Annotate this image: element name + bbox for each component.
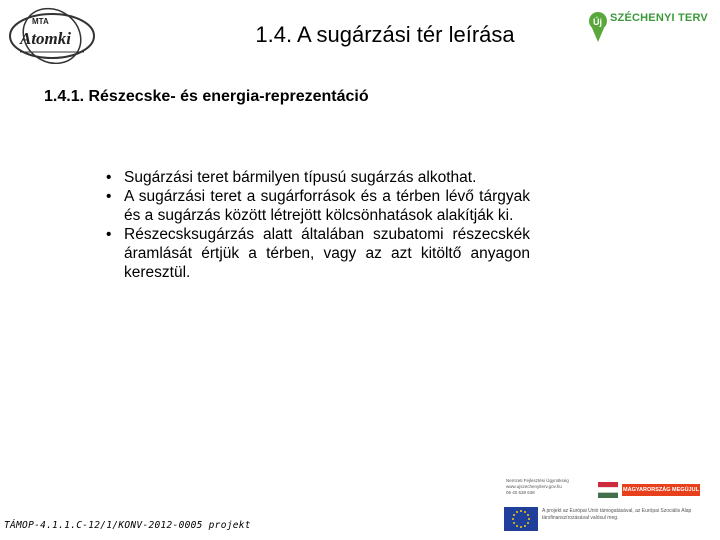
page-title: 1.4. A sugárzási tér leírása <box>255 22 515 47</box>
eu-support-text: A projekt az Európai Unió támogatásával, az Európai Szociális Alap társfinanszírozásával valósul meg. <box>542 508 692 521</box>
atomki-logo <box>6 6 98 64</box>
bullet-item <box>104 225 530 282</box>
support-line: Nemzeti Fejlesztési Ügynökség <box>506 478 569 483</box>
bullet-marker: • <box>106 188 112 205</box>
support-text-block <box>506 478 596 496</box>
bullet-text: Részecsksugárzás alatt általában szubatomi részecskék áramlását értjük a térben, vagy az azt kitöltő anyagon keresztül. <box>124 226 530 281</box>
support-line: 06 40 638 638 <box>506 490 535 495</box>
support-line: www.ujszechenyiterv.gov.hu <box>506 484 562 489</box>
logo-mta-text: MTA <box>32 17 49 26</box>
bullet-marker: • <box>106 169 112 186</box>
eu-flag-icon <box>504 507 538 531</box>
bullet-item <box>104 187 530 225</box>
sz-mark-text: Új <box>593 17 602 27</box>
bullet-list <box>104 168 530 282</box>
project-code: TÁMOP-4.1.1.C-12/1/KONV-2012-0005 projekt <box>4 520 251 531</box>
hungary-renews-badge: MAGYARORSZÁG MEGÚJUL <box>622 484 700 496</box>
section-subtitle: 1.4.1. Részecske- és energia-reprezentáció <box>44 88 369 105</box>
bullet-text: A sugárzási teret a sugárforrások és a térben lévő tárgyak és a sugárzás között létrejött kölcsönhatások alakítják ki. <box>124 188 530 224</box>
bullet-text: Sugárzási teret bármilyen típusú sugárzás alkothat. <box>124 169 477 186</box>
bullet-marker: • <box>106 226 112 243</box>
szechenyi-terv-text: SZÉCHENYI TERV <box>610 12 708 24</box>
logo-atomki-text: Atomki <box>20 29 72 48</box>
bullet-item <box>104 168 530 187</box>
hungarian-flag-icon <box>598 482 618 498</box>
